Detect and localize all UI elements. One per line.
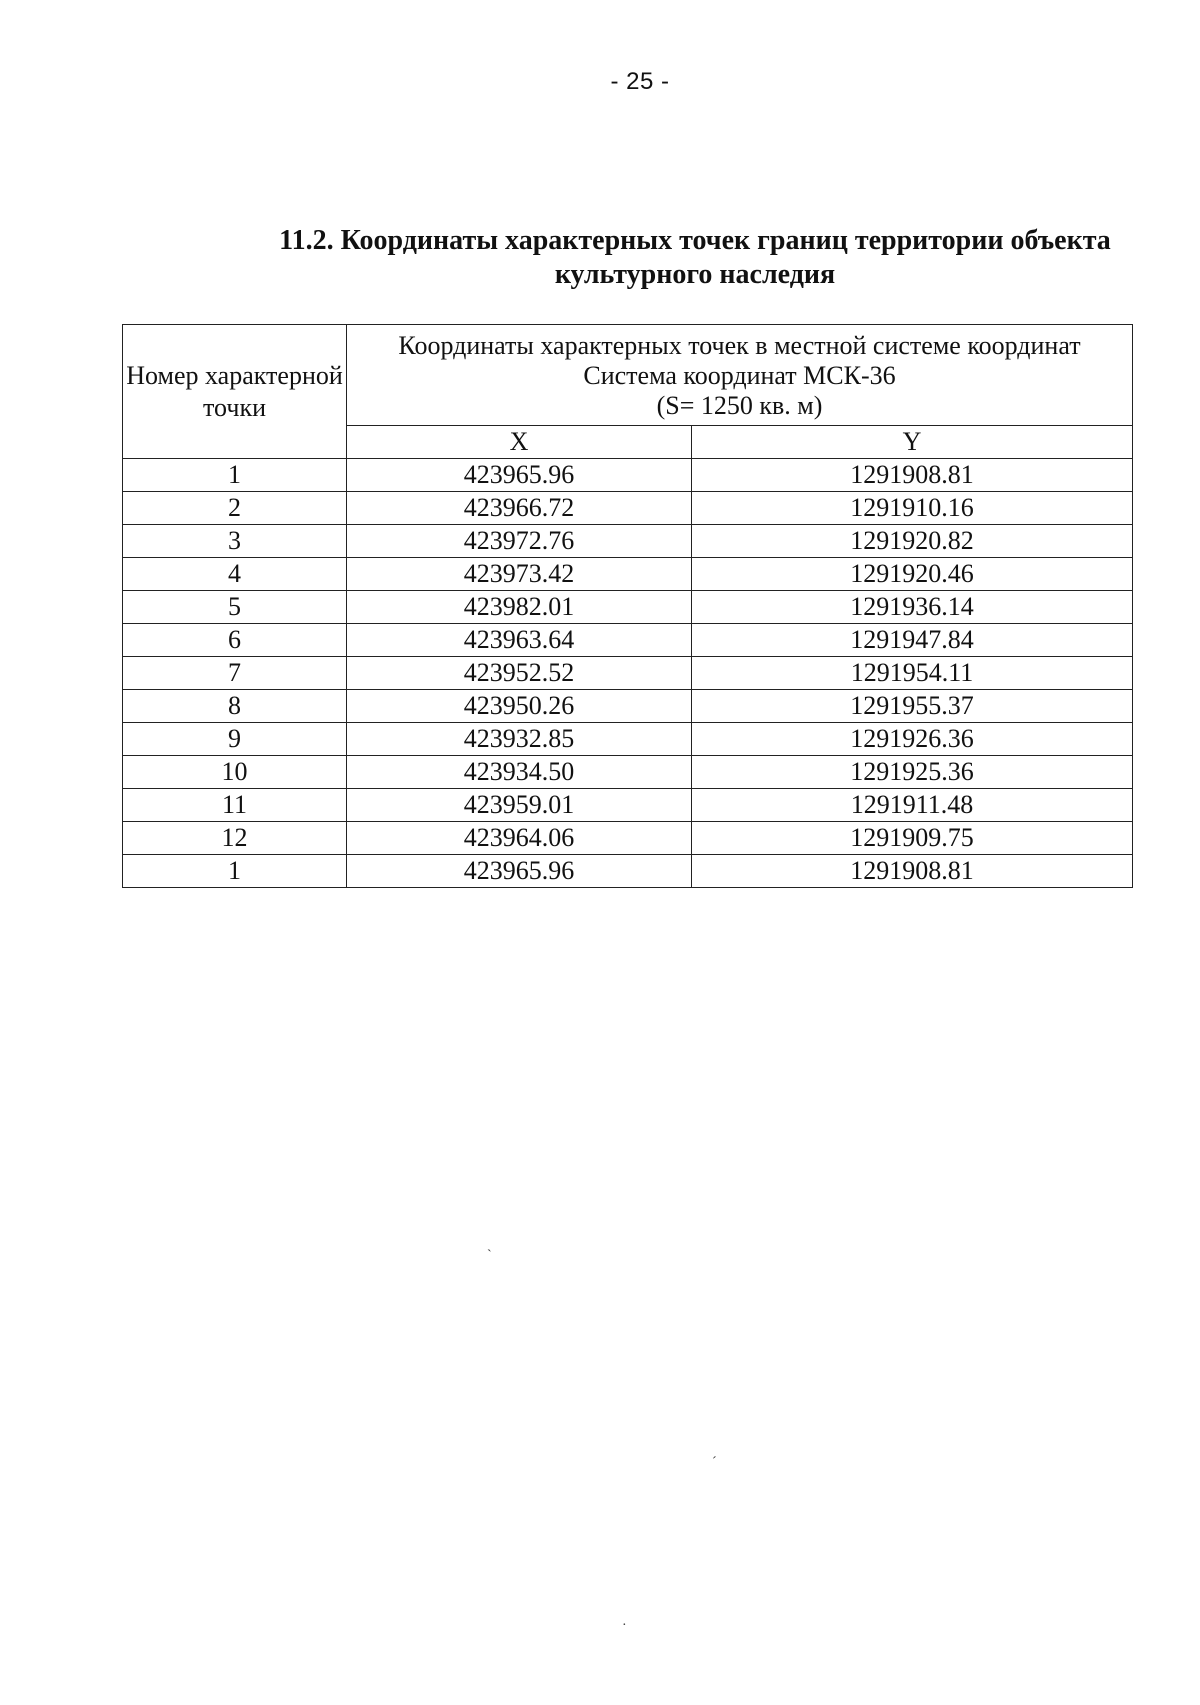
page-number: - 25 - <box>610 68 670 95</box>
header-point-number-label: Номер характерной точки <box>126 360 343 422</box>
cell-point-number: 1 <box>123 855 347 888</box>
header-coordinate-system: Система координат МСК-36 <box>583 361 896 390</box>
section-heading-line2: культурного наследия <box>554 259 836 290</box>
cell-point-number: 3 <box>123 525 347 558</box>
cell-point-number: 7 <box>123 657 347 690</box>
section-heading-line1: 11.2. Координаты характерных точек границ территории объекта <box>279 225 1111 256</box>
cell-x: 423964.06 <box>347 822 692 855</box>
cell-point-number: 1 <box>123 459 347 492</box>
coordinates-table <box>122 324 1133 888</box>
cell-y: 1291955.37 <box>692 690 1133 723</box>
cell-point-number: 6 <box>123 624 347 657</box>
cell-x: 423952.52 <box>347 657 692 690</box>
cell-y: 1291909.75 <box>692 822 1133 855</box>
section-heading <box>230 224 1160 292</box>
scan-speck: ` <box>487 1248 492 1263</box>
table-row <box>123 624 1133 657</box>
cell-y: 1291925.36 <box>692 756 1133 789</box>
cell-y: 1291926.36 <box>692 723 1133 756</box>
cell-x: 423934.50 <box>347 756 692 789</box>
header-point-number <box>123 325 347 459</box>
table-row <box>123 459 1133 492</box>
table-row <box>123 492 1133 525</box>
cell-y: 1291936.14 <box>692 591 1133 624</box>
cell-point-number: 4 <box>123 558 347 591</box>
cell-point-number: 9 <box>123 723 347 756</box>
cell-y: 1291911.48 <box>692 789 1133 822</box>
cell-x: 423959.01 <box>347 789 692 822</box>
cell-point-number: 10 <box>123 756 347 789</box>
cell-y: 1291947.84 <box>692 624 1133 657</box>
cell-x: 423963.64 <box>347 624 692 657</box>
table-row <box>123 789 1133 822</box>
cell-x: 423972.76 <box>347 525 692 558</box>
header-coordinates-title: Координаты характерных точек в местной системе координат <box>398 331 1081 360</box>
cell-point-number: 8 <box>123 690 347 723</box>
table-row <box>123 855 1133 888</box>
cell-point-number: 11 <box>123 789 347 822</box>
table-row <box>123 591 1133 624</box>
cell-y: 1291920.82 <box>692 525 1133 558</box>
cell-y: 1291920.46 <box>692 558 1133 591</box>
table-row <box>123 558 1133 591</box>
header-area: (S= 1250 кв. м) <box>656 391 823 420</box>
table-row <box>123 756 1133 789</box>
cell-point-number: 2 <box>123 492 347 525</box>
header-y: Y <box>692 426 1133 459</box>
cell-x: 423932.85 <box>347 723 692 756</box>
cell-y: 1291910.16 <box>692 492 1133 525</box>
cell-x: 423966.72 <box>347 492 692 525</box>
scan-speck: · <box>622 1618 627 1633</box>
cell-x: 423965.96 <box>347 855 692 888</box>
cell-point-number: 12 <box>123 822 347 855</box>
table-row <box>123 822 1133 855</box>
table-row <box>123 657 1133 690</box>
scan-speck: ˊ <box>712 1455 717 1470</box>
cell-y: 1291908.81 <box>692 855 1133 888</box>
cell-x: 423965.96 <box>347 459 692 492</box>
cell-x: 423973.42 <box>347 558 692 591</box>
cell-x: 423982.01 <box>347 591 692 624</box>
header-x: X <box>347 426 692 459</box>
cell-y: 1291908.81 <box>692 459 1133 492</box>
table-body <box>123 459 1133 888</box>
table-row <box>123 690 1133 723</box>
cell-y: 1291954.11 <box>692 657 1133 690</box>
cell-point-number: 5 <box>123 591 347 624</box>
table-row <box>123 525 1133 558</box>
table-row <box>123 723 1133 756</box>
cell-x: 423950.26 <box>347 690 692 723</box>
header-coordinates <box>347 325 1133 426</box>
